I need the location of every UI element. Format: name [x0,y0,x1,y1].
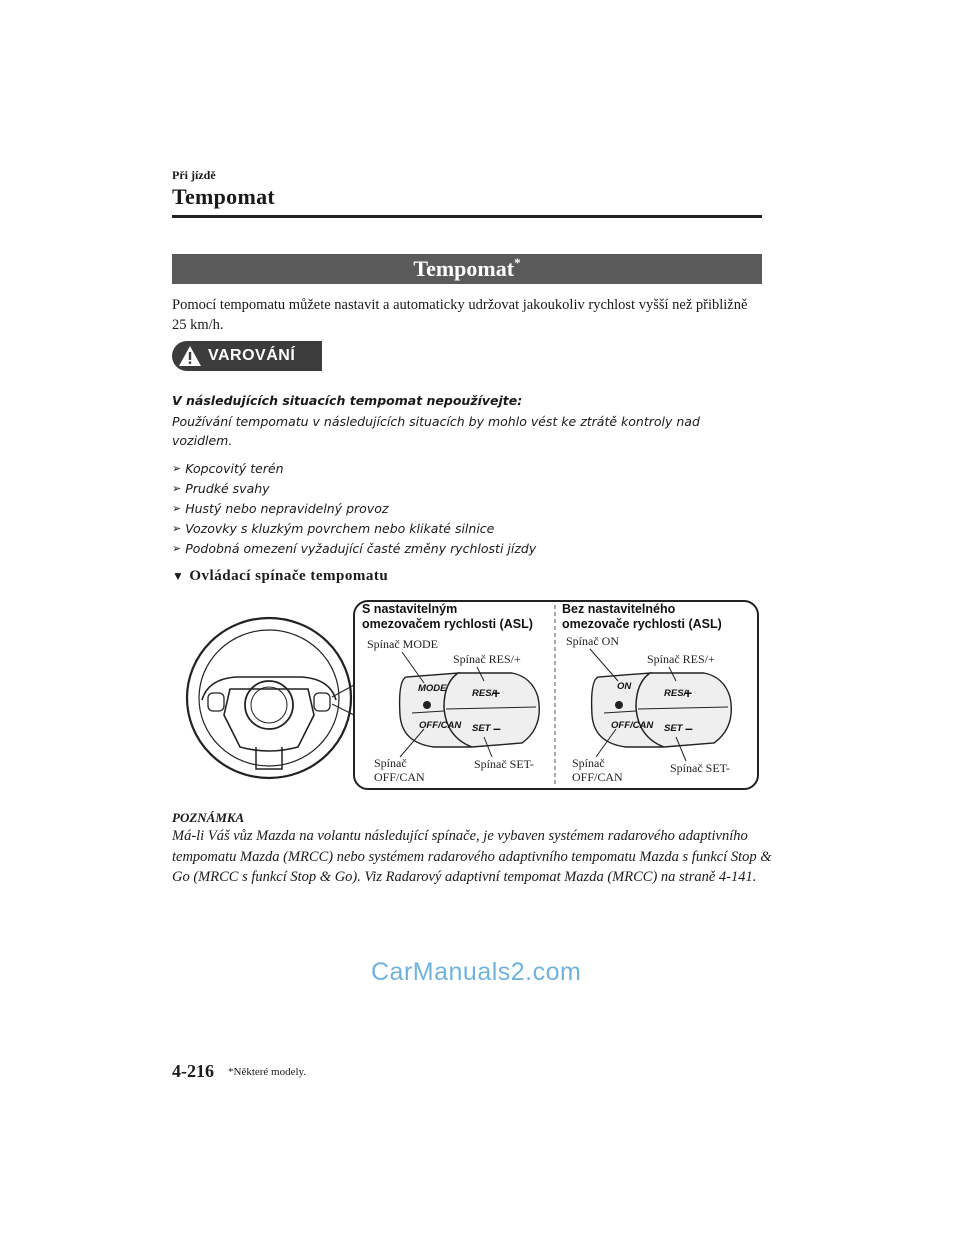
footnote: *Některé modely. [228,1066,307,1078]
note-heading: POZNÁMKA [172,810,245,825]
left-off-button-text: OFF/CAN [419,720,462,731]
right-off-label-1: Spínač [572,756,605,770]
left-res-label: Spínač RES/+ [453,652,521,666]
list-item: ➢ Podobná omezení vyžadující časté změny rychlosti jízdy [172,539,536,559]
left-res-button-text: RES/ [472,688,495,699]
model-marker: * [514,255,521,270]
chapter-banner [172,254,762,284]
left-panel-title-1: S nastavitelným [362,602,458,616]
watermark-text: CarManuals2.com [371,958,582,986]
right-off-label-2: OFF/CAN [572,770,623,784]
warning-list [172,459,536,559]
title-divider [172,215,762,218]
arrow-icon: ➢ [172,482,182,495]
arrow-icon: ➢ [172,462,182,475]
intro-paragraph: Pomocí tempomatu můžete nastavit a automaticky udržovat jakoukoliv rychlost vyšší než přibližně 25 km/h. [172,297,748,333]
right-res-label: Spínač RES/+ [647,652,715,666]
right-panel-title-2: omezovače rychlosti (ASL) [562,617,722,631]
steering-wheel-illustration [187,618,354,778]
warning-body: Používání tempomatu v následujících situacích by mohlo vést ke ztrátě kontroly nad vozidlem. [172,414,700,448]
arrow-icon: ➢ [172,522,182,535]
note-body: Má-li Váš vůz Mazda na volantu následující spínače, je vybaven systémem radarového adaptivního tempomatu Mazda (MRCC) nebo systémem radarového adaptivního tempomatu Mazda s funkcí Stop & Go (MRCC s funkcí Stop & Go). Viz Radarový adaptivní tempomat Mazda (MRCC) na straně 4-141. [172,828,772,885]
list-item: ➢ Hustý nebo nepravidelný provoz [172,499,536,519]
list-item: ➢ Vozovky s kluzkým povrchem nebo klikaté silnice [172,519,536,539]
arrow-icon: ➢ [172,502,182,515]
warning-label: VAROVÁNÍ [208,347,296,364]
left-panel-title-2: omezovačem rychlosti (ASL) [362,617,533,631]
left-set-button-text: SET [472,723,491,734]
plus-icon: + [684,685,693,701]
steering-switch-figure [172,597,762,792]
left-off-label-2: OFF/CAN [374,770,425,784]
triangle-down-icon: ▼ [172,569,185,583]
left-switch-cluster [400,673,540,747]
right-set-button-text: SET [664,723,683,734]
warning-badge [172,341,322,371]
list-item: ➢ Kopcovitý terén [172,459,536,479]
right-on-button-text: ON [617,681,632,692]
section-label: Při jízdě [172,168,216,182]
right-on-label: Spínač ON [566,634,619,648]
plus-icon: + [492,685,501,701]
left-off-label-1: Spínač [374,756,407,770]
banner-title: Tempomat [413,256,515,281]
minus-icon: – [685,720,693,736]
subsection-heading: ▼ Ovládací spínače tempomatu [172,568,389,584]
left-set-label: Spínač SET- [474,757,534,771]
left-mode-label: Spínač MODE [367,637,438,651]
page-number: 4-216 [172,1061,214,1081]
minus-icon: – [493,720,501,736]
list-item: ➢ Prudké svahy [172,479,536,499]
section-title: Tempomat [172,184,276,209]
warning-triangle-icon [178,345,202,367]
right-panel-title-1: Bez nastavitelného [562,602,676,616]
right-switch-cluster [592,673,732,747]
right-res-button-text: RES/ [664,688,687,699]
right-off-button-text: OFF/CAN [611,720,654,731]
right-set-label: Spínač SET- [670,761,730,775]
warning-heading: V následujících situacích tempomat nepoužívejte: [172,393,523,408]
arrow-icon: ➢ [172,542,182,555]
left-mode-button-text: MODE [418,683,447,694]
